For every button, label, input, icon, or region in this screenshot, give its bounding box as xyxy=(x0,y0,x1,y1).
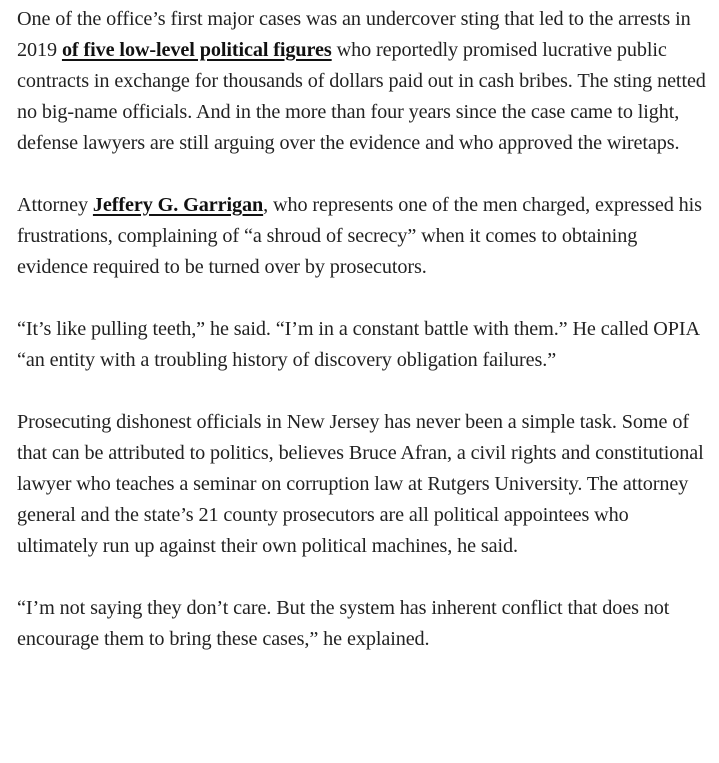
paragraph-text: One of the office’s first major cases was an undercover sting that led to the arrests in 2019 xyxy=(17,8,691,61)
paragraph-pulling-teeth-quote: “It’s like pulling teeth,” he said. “I’m in a constant battle with them.” He called OPIA “an entity with a troubling history of discovery obligation failures.” xyxy=(17,318,699,371)
paragraph-sting-case xyxy=(17,4,707,159)
paragraph-text: , who represents one of the men charged, expressed his frustrations, complaining of “a shroud of secrecy” when it comes to obtaining evidence required to be turned over by prosecutors. xyxy=(17,194,702,278)
paragraph-afran-quote: “I’m not saying they don’t care. But the system has inherent conflict that does not encourage them to bring these cases,” he explained. xyxy=(17,597,670,650)
link-jeffery-garrigan[interactable]: Jeffery G. Garrigan xyxy=(92,194,264,216)
link-five-political-figures[interactable]: of five low-level political figures xyxy=(61,39,332,61)
paragraph-prosecuting-officials: Prosecuting dishonest officials in New Jersey has never been a simple task. Some of that can be attributed to politics, believes Bruce Afran, a civil rights and constitutional lawyer who teaches a seminar on corruption law at Rutgers University. The attorney general and the state’s 21 county prosecutors are all political appointees who ultimately run up against their own political machines, he said. xyxy=(17,411,704,557)
article-body xyxy=(17,4,707,655)
paragraph-text: who reportedly promised lucrative public contracts in exchange for thousands of dollars paid out in cash bribes. The sting netted no big-name officials. And in the more than four years since the case came to light, defense lawyers are still arguing over the evidence and who approved the wiretaps. xyxy=(17,39,706,154)
paragraph-garrigan xyxy=(17,190,707,283)
paragraph-text: Attorney xyxy=(17,194,93,216)
